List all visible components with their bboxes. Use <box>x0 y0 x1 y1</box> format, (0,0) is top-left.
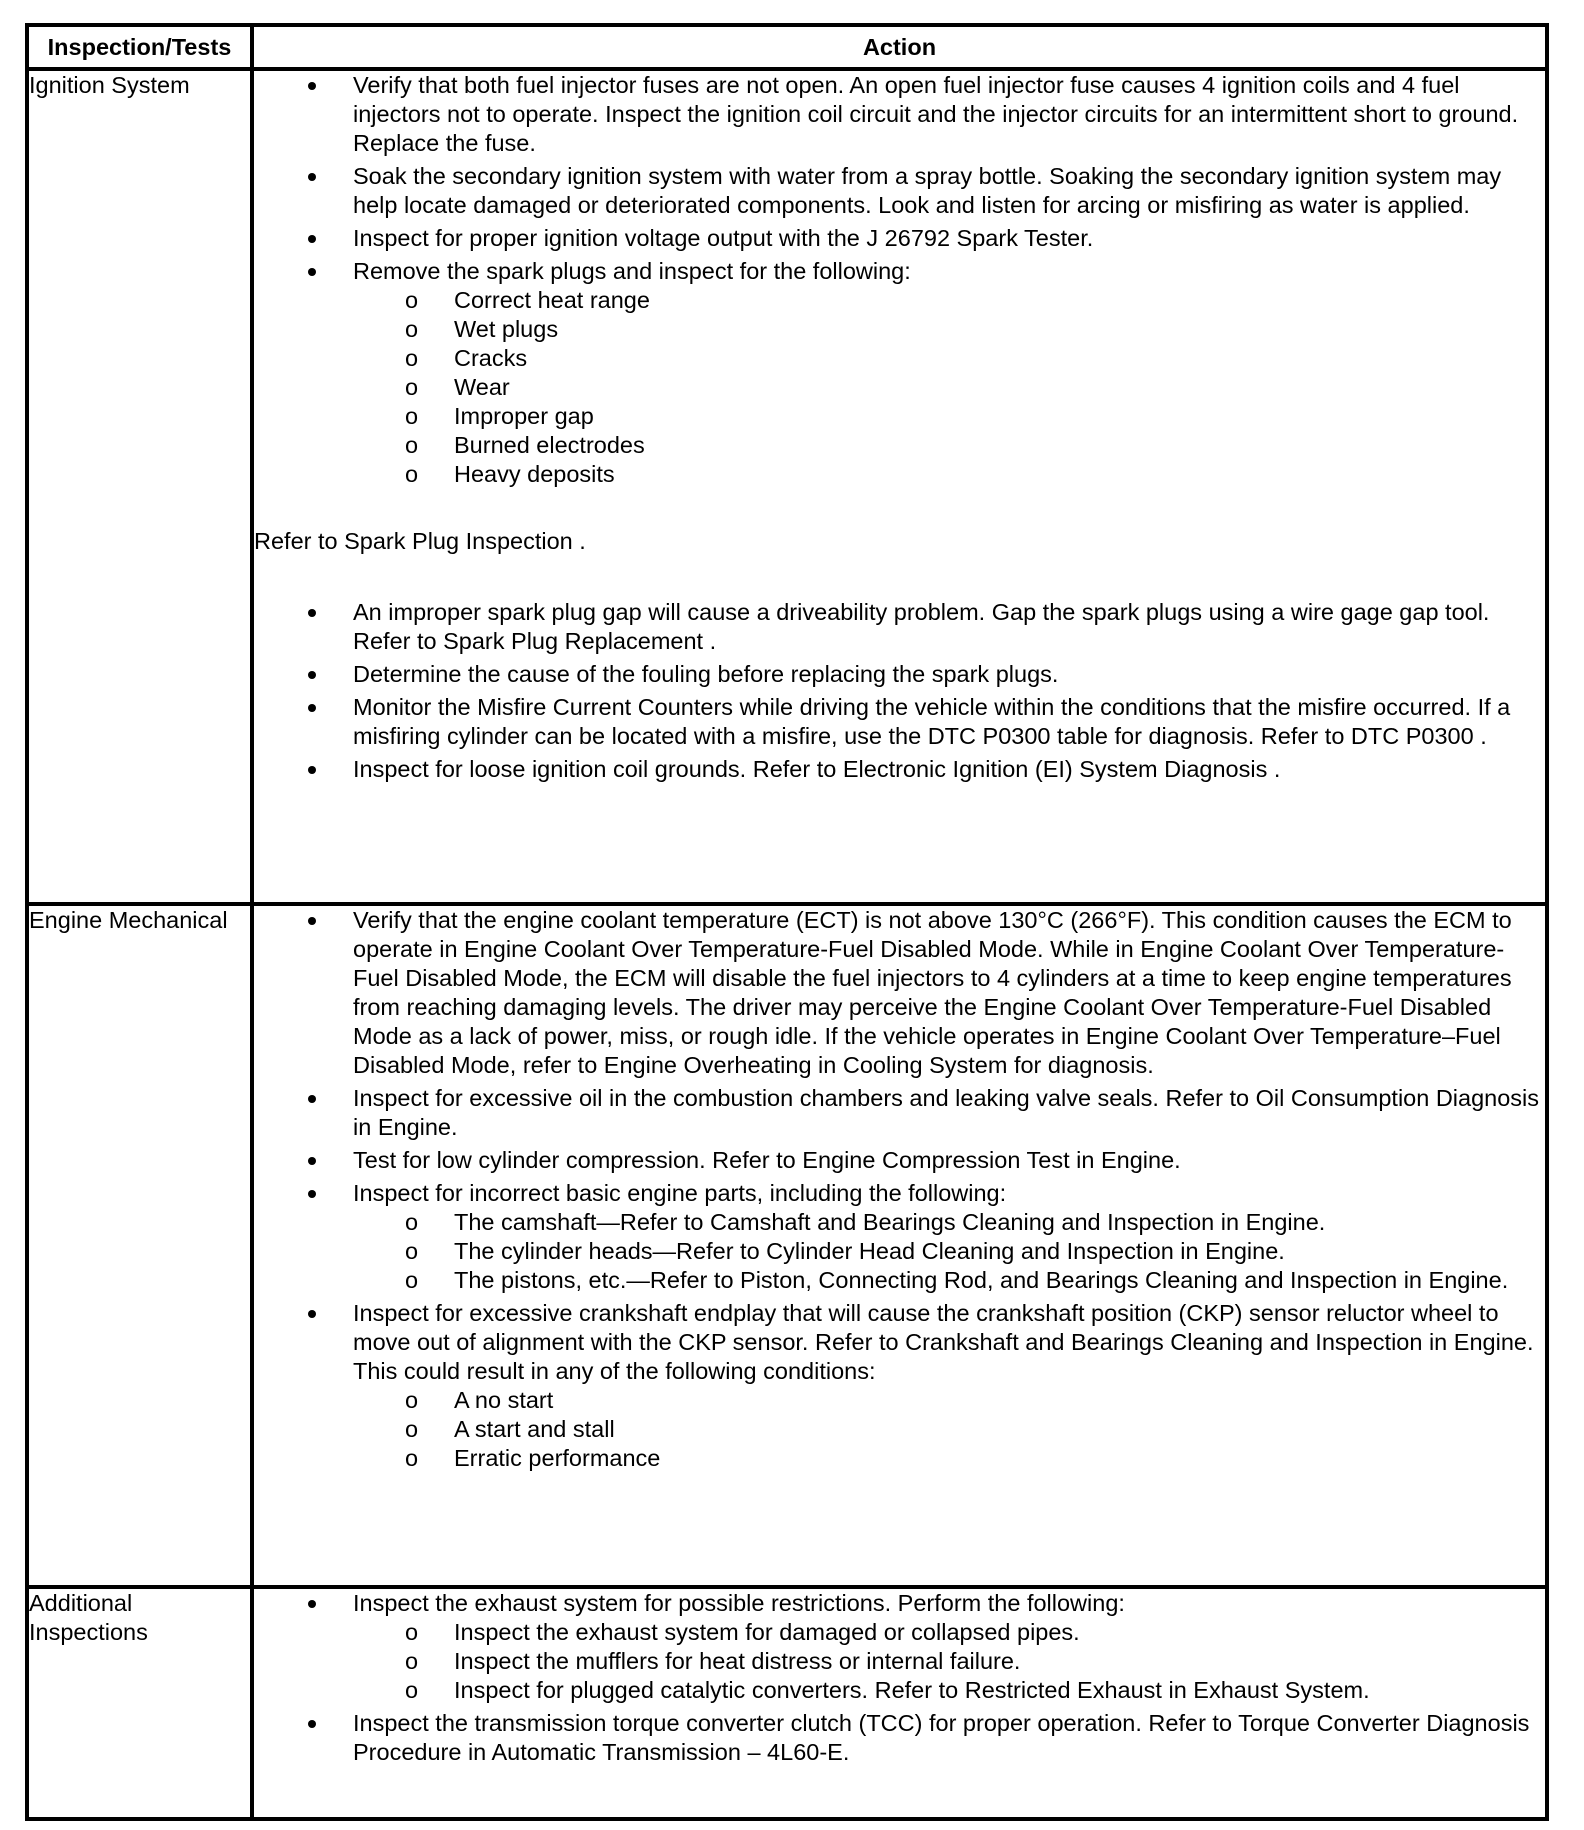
list-item: Soak the secondary ignition system with water from a spray bottle. Soaking the secondary ignition system may help locate damaged or deteriorated components. Look and listen for arcing or misfiring as water is applied. <box>353 162 1545 220</box>
sub-item: o Heavy deposits <box>454 460 1545 489</box>
diagnosis-table <box>25 23 1549 1821</box>
table-row-engine-mechanical <box>27 904 1547 1587</box>
list-item: An improper spark plug gap will cause a driveability problem. Gap the spark plugs using a wire gage gap tool. Refer to Spark Plug Replacement . <box>353 598 1545 656</box>
sub-list <box>353 1208 1545 1295</box>
sub-list <box>353 286 1545 489</box>
list-item <box>353 1589 1545 1705</box>
sub-item: o The pistons, etc.—Refer to Piston, Connecting Rod, and Bearings Cleaning and Inspection in Engine. <box>454 1266 1545 1295</box>
list-item: Inspect the transmission torque converter clutch (TCC) for proper operation. Refer to Torque Converter Diagnosis Procedure in Automatic Transmission – 4L60-E. <box>353 1709 1545 1767</box>
list-item: Test for low cylinder compression. Refer to Engine Compression Test in Engine. <box>353 1146 1545 1175</box>
bullet-list <box>254 1589 1545 1767</box>
table-row-additional-inspections <box>27 1587 1547 1819</box>
list-item <box>353 257 1545 489</box>
list-item: Inspect for excessive oil in the combustion chambers and leaking valve seals. Refer to Oil Consumption Diagnosis in Engine. <box>353 1084 1545 1142</box>
sub-item: o Correct heat range <box>454 286 1545 315</box>
list-item <box>353 1179 1545 1295</box>
sub-item: o The camshaft—Refer to Camshaft and Bearings Cleaning and Inspection in Engine. <box>454 1208 1545 1237</box>
bullet-list <box>254 71 1545 489</box>
sub-list <box>353 1618 1545 1705</box>
row-label: Engine Mechanical <box>27 904 252 1587</box>
list-item-text: Inspect for excessive crankshaft endplay that will cause the crankshaft position (CKP) sensor reluctor wheel to move out of alignment with the CKP sensor. Refer to Crankshaft and Bearings Cleaning and Inspection in Engine. This could result in any of the following conditions: <box>353 1300 1534 1384</box>
action-cell <box>252 904 1547 1587</box>
sub-list <box>353 1386 1545 1473</box>
list-item: Determine the cause of the fouling before replacing the spark plugs. <box>353 660 1545 689</box>
sub-item: o Improper gap <box>454 402 1545 431</box>
table-row-ignition-system <box>27 69 1547 904</box>
row-label: Additional Inspections <box>27 1587 252 1819</box>
list-item: Verify that the engine coolant temperature (ECT) is not above 130°C (266°F). This condition causes the ECM to operate in Engine Coolant Over Temperature-Fuel Disabled Mode. While in Engine Coolant Over Temperature-Fuel Disabled Mode, the ECM will disable the fuel injectors to 4 cylinders at a time to keep engine temperatures from reaching damaging levels. The driver may perceive the Engine Coolant Over Temperature-Fuel Disabled Mode as a lack of power, miss, or rough idle. If the vehicle operates in Engine Coolant Over Temperature–Fuel Disabled Mode, refer to Engine Overheating in Cooling System for diagnosis. <box>353 906 1545 1080</box>
sub-item: o Inspect the exhaust system for damaged or collapsed pipes. <box>454 1618 1545 1647</box>
sub-item: o Erratic performance <box>454 1444 1545 1473</box>
action-cell <box>252 69 1547 904</box>
list-item: Verify that both fuel injector fuses are not open. An open fuel injector fuse causes 4 ignition coils and 4 fuel injectors not to operate. Inspect the ignition coil circuit and the injector circuits for an intermittent short to ground. Replace the fuse. <box>353 71 1545 158</box>
list-item: Inspect for proper ignition voltage output with the J 26792 Spark Tester. <box>353 224 1545 253</box>
sub-item: o Burned electrodes <box>454 431 1545 460</box>
sub-item: o Cracks <box>454 344 1545 373</box>
refer-spark-plug-inspection: Refer to Spark Plug Inspection . <box>254 528 586 554</box>
sub-item: o Wet plugs <box>454 315 1545 344</box>
sub-item: o Inspect the mufflers for heat distress or internal failure. <box>454 1647 1545 1676</box>
header-inspection-tests: Inspection/Tests <box>27 25 252 69</box>
row-label: Ignition System <box>27 69 252 904</box>
action-cell <box>252 1587 1547 1819</box>
list-item: Inspect for loose ignition coil grounds. Refer to Electronic Ignition (EI) System Diagnosis . <box>353 755 1545 784</box>
sub-item: o Inspect for plugged catalytic converters. Refer to Restricted Exhaust in Exhaust System. <box>454 1676 1545 1705</box>
sub-item: o A start and stall <box>454 1415 1545 1444</box>
list-item-text: Remove the spark plugs and inspect for the following: <box>353 258 911 284</box>
sub-item: o Wear <box>454 373 1545 402</box>
bullet-list <box>254 906 1545 1473</box>
bullet-list <box>254 598 1545 784</box>
table-header-row <box>27 25 1547 69</box>
header-action: Action <box>252 25 1547 69</box>
sub-item: o The cylinder heads—Refer to Cylinder Head Cleaning and Inspection in Engine. <box>454 1237 1545 1266</box>
list-item-text: Inspect for incorrect basic engine parts, including the following: <box>353 1180 1007 1206</box>
list-item <box>353 1299 1545 1473</box>
list-item-text: Inspect the exhaust system for possible restrictions. Perform the following: <box>353 1590 1125 1616</box>
list-item: Monitor the Misfire Current Counters while driving the vehicle within the conditions that the misfire occurred. If a misfiring cylinder can be located with a misfire, use the DTC P0300 table for diagnosis. Refer to DTC P0300 . <box>353 693 1545 751</box>
sub-item: o A no start <box>454 1386 1545 1415</box>
